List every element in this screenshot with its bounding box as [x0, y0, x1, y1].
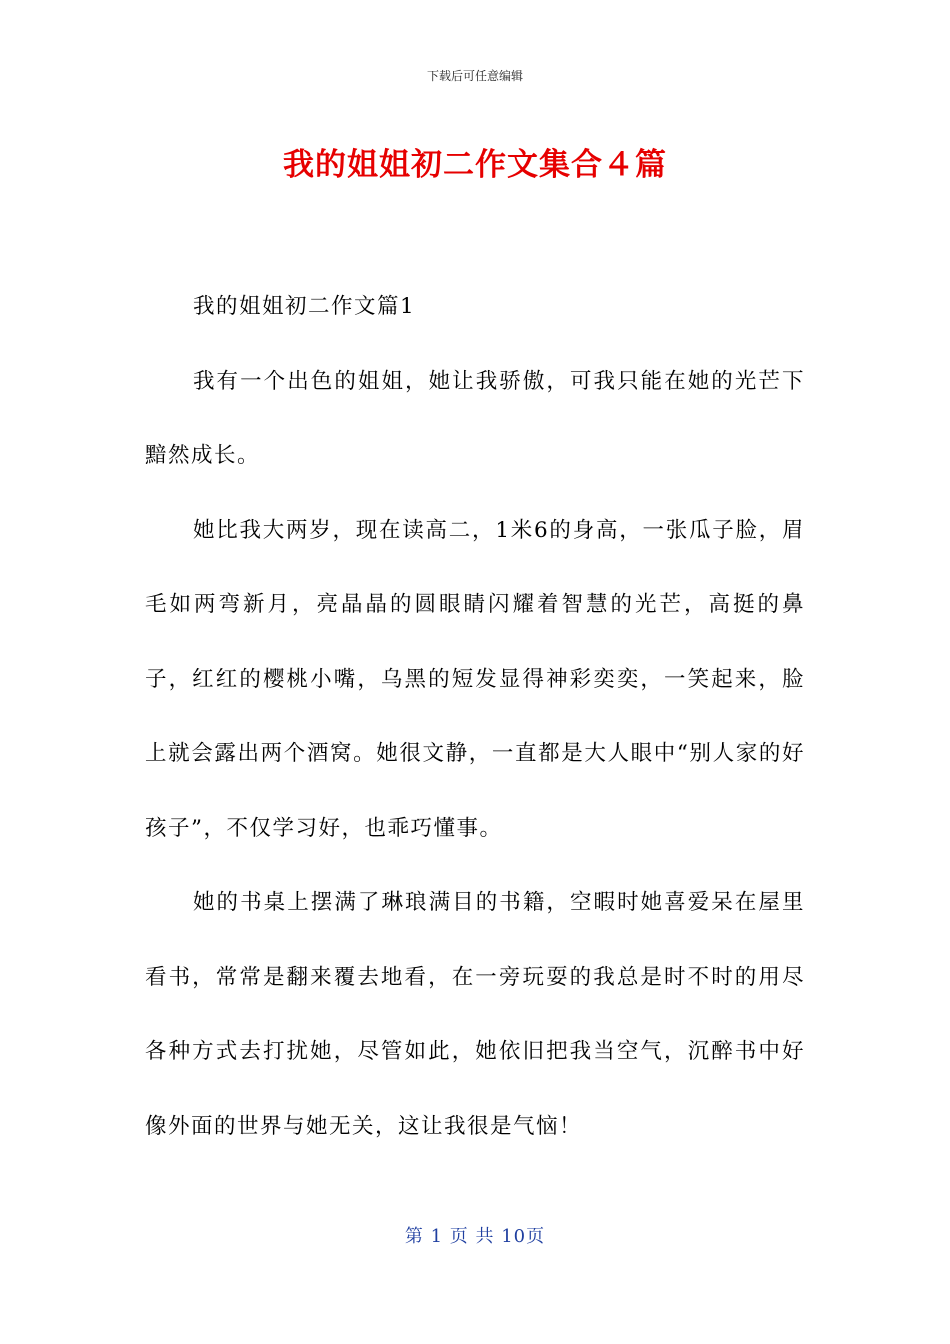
- document-title: 我的姐姐初二作文集合４篇: [283, 147, 667, 183]
- paragraph: 我有一个出色的姐姐，她让我骄傲，可我只能在她的光芒下黯然成长。: [145, 368, 805, 468]
- paragraph: 她的书桌上摆满了琳琅满目的书籍，空暇时她喜爱呆在屋里看书，常常是翻来覆去地看，在一旁玩耍的我总是时不时的用尽各种方式去打扰她，尽管如此，她依旧把我当空气，沉醉书中好像外面的世界与她无关，这让我很是气恼！: [145, 890, 805, 1139]
- paragraph: 她比我大两岁，现在读高二，1米6的身高，一张瓜子脸，眉毛如两弯新月，亮晶晶的圆眼睛闪耀着智慧的光芒，高挺的鼻子，红红的樱桃小嘴，乌黑的短发显得神彩奕奕，一笑起来，脸上就会露出两个酒窝。她很文静，一直都是大人眼中“别人家的好孩子”，不仅学习好，也乖巧懂事。: [145, 517, 805, 841]
- header-note: 下载后可任意编辑: [426, 69, 523, 83]
- document-body: [145, 270, 805, 1164]
- page-number-label: 第 1 页 共 10页: [404, 1226, 546, 1247]
- page-number-footer: [0, 1224, 950, 1250]
- section-heading: 我的姐姐初二作文篇1: [193, 294, 416, 319]
